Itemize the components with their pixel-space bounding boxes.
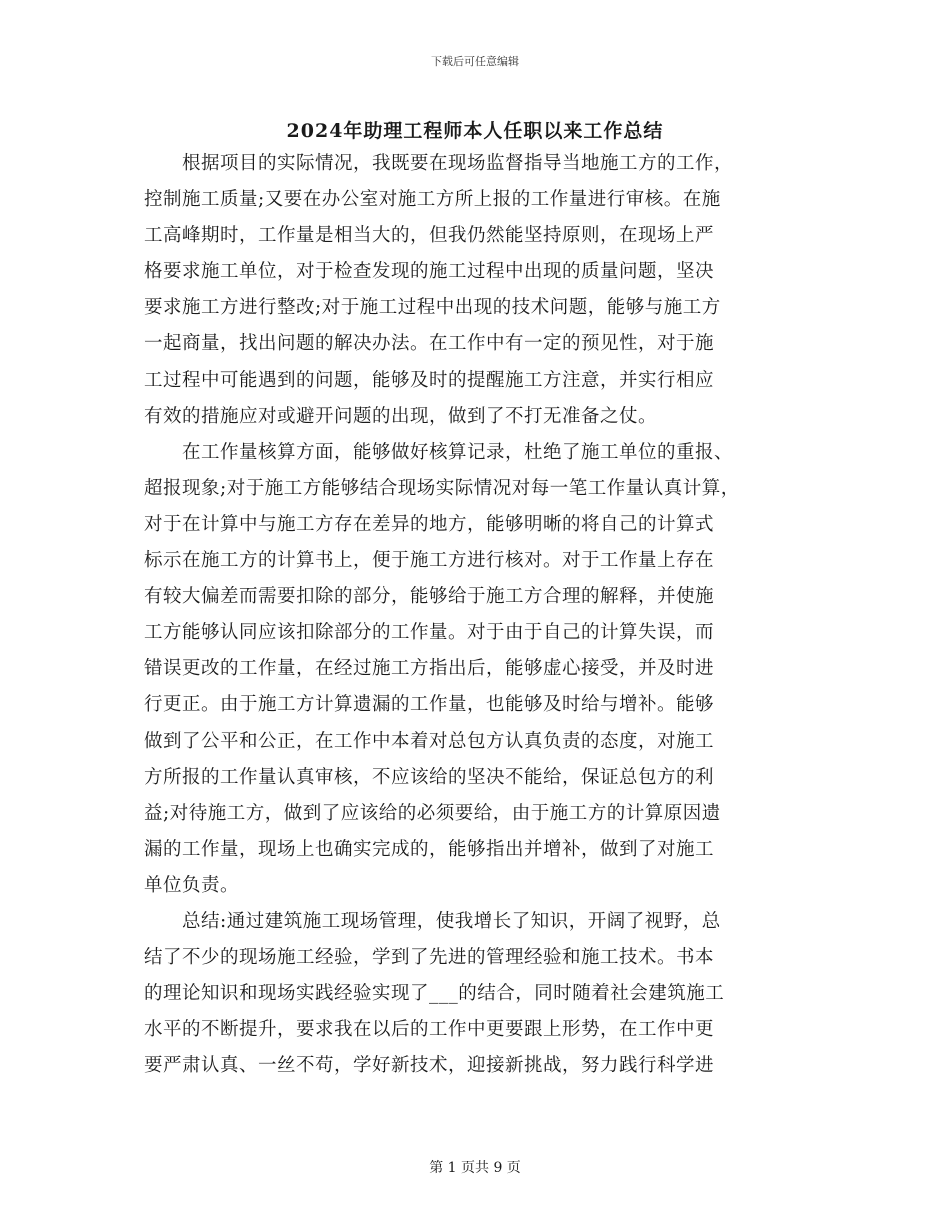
body-line: 在工作量核算方面，能够做好核算记录，杜绝了施工单位的重报、 xyxy=(144,441,734,463)
body-line: 格要求施工单位，对于检查发现的施工过程中出现的质量问题，坚决 xyxy=(144,261,715,283)
body-line: 方所报的工作量认真审核，不应该给的坚决不能给，保证总包方的利 xyxy=(144,766,715,788)
body-line: 做到了公平和公正，在工作中本着对总包方认真负责的态度，对施工 xyxy=(144,730,715,752)
body-line: 的理论知识和现场实践经验实现了___的结合，同时随着社会建筑施工 xyxy=(144,983,725,1005)
document-title: 2024年助理工程师本人任职以来工作总结 xyxy=(286,120,664,142)
body-line: 有较大偏差而需要扣除的部分，能够给于施工方合理的解释，并使施 xyxy=(144,586,715,608)
body-line: 要严肃认真、一丝不苟，学好新技术，迎接新挑战，努力践行科学进 xyxy=(144,1055,715,1077)
body-line: 超报现象;对于施工方能够结合现场实际情况对每一笔工作量认真计算， xyxy=(144,477,740,499)
body-line: 水平的不断提升，要求我在以后的工作中更要跟上形势，在工作中更 xyxy=(144,1019,715,1041)
body-line: 行更正。由于施工方计算遗漏的工作量，也能够及时给与增补。能够 xyxy=(144,694,715,716)
body-line: 对于在计算中与施工方存在差异的地方，能够明晰的将自己的计算式 xyxy=(144,513,715,535)
body-line: 根据项目的实际情况，我既要在现场监督指导当地施工方的工作， xyxy=(144,153,734,174)
document-body xyxy=(144,146,810,1084)
body-line: 结了不少的现场施工经验，学到了先进的管理经验和施工技术。书本 xyxy=(144,947,715,969)
body-line: 要求施工方进行整改;对于施工过程中出现的技术问题，能够与施工方 xyxy=(144,297,721,319)
page-footer: 第 1 页共 9 页 xyxy=(429,1160,521,1176)
body-line: 漏的工作量，现场上也确实完成的，能够指出并增补，做到了对施工 xyxy=(144,838,715,860)
header-note: 下载后可任意编辑 xyxy=(431,55,519,68)
body-line: 单位负责。 xyxy=(144,874,240,896)
body-line: 工高峰期时，工作量是相当大的，但我仍然能坚持原则，在现场上严 xyxy=(144,225,715,247)
body-line: 工方能够认同应该扣除部分的工作量。对于由于自己的计算失误，而 xyxy=(144,622,715,644)
body-line: 一起商量，找出问题的解决办法。在工作中有一定的预见性，对于施 xyxy=(144,333,715,355)
body-line: 总结:通过建筑施工现场管理，使我增长了知识，开阔了视野，总 xyxy=(144,910,721,932)
body-line: 工过程中可能遇到的问题，能够及时的提醒施工方注意，并实行相应 xyxy=(144,369,715,391)
body-line: 控制施工质量;又要在办公室对施工方所上报的工作量进行审核。在施 xyxy=(144,189,721,211)
body-line: 错误更改的工作量，在经过施工方指出后，能够虚心接受，并及时进 xyxy=(144,658,715,680)
body-line: 标示在施工方的计算书上，便于施工方进行核对。对于工作量上存在 xyxy=(144,550,715,572)
body-line: 益;对待施工方，做到了应该给的必须要给，由于施工方的计算原因遗 xyxy=(144,802,721,824)
body-line: 有效的措施应对或避开问题的出现，做到了不打无准备之仗。 xyxy=(144,405,658,427)
